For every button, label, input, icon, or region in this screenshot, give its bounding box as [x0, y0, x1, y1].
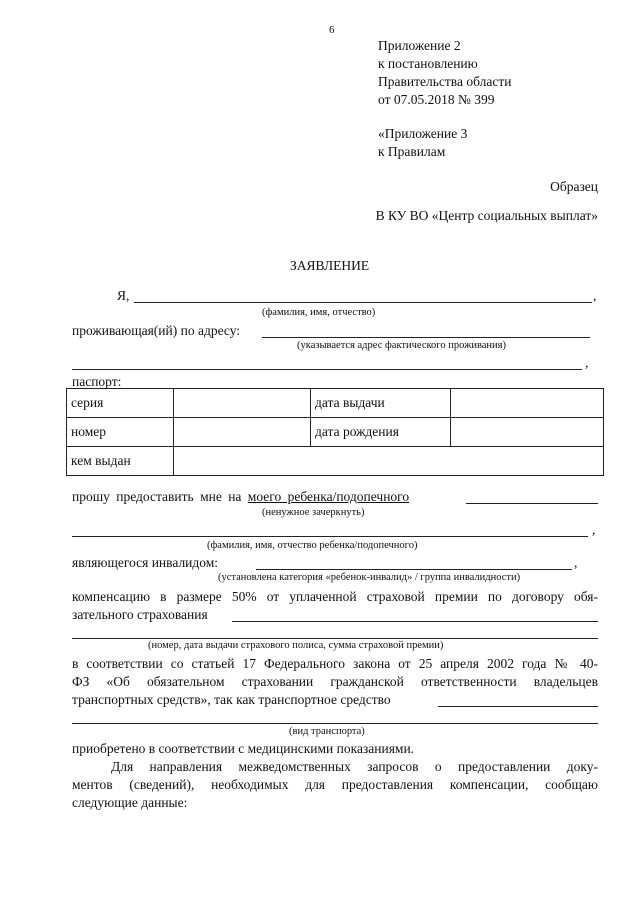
law-line: ФЗ «Об обязательном страховании гражданской ответственности владельцев: [72, 674, 598, 689]
comma: ,: [593, 288, 597, 303]
appendix-line: Правительства области: [378, 74, 512, 89]
birth-date-label: дата рождения: [311, 418, 451, 447]
vehicle-caption: (вид транспорта): [289, 726, 365, 737]
passport-label: паспорт:: [72, 374, 122, 389]
i-label: Я,: [117, 288, 130, 303]
disabled-label: являющегося инвалидом:: [72, 555, 219, 570]
address-field[interactable]: [262, 337, 590, 338]
table-row: [67, 389, 604, 418]
paragraph-line: Для направления межведомственных запросов о предоставлении доку-: [111, 759, 598, 774]
appendix-line: от 07.05.2018 № 399: [378, 92, 495, 107]
document-title: ЗАЯВЛЕНИЕ: [290, 258, 370, 273]
compensation-line: зательного страхования: [72, 607, 208, 622]
disabled-caption: (установлена категория «ребенок-инвалид» / группа инвалидности): [218, 572, 521, 583]
disabled-field[interactable]: [256, 569, 572, 570]
sample-label: Образец: [550, 179, 598, 194]
appendix-line: к Правилам: [378, 144, 446, 159]
appendix-line: к постановлению: [378, 56, 478, 71]
appendix-line: Приложение 2: [378, 38, 461, 53]
addressee: В КУ ВО «Центр социальных выплат»: [375, 208, 598, 223]
insurance-field[interactable]: [232, 621, 598, 622]
passport-table: [66, 388, 604, 476]
request-option: моего ребенка/подопечного: [247, 489, 410, 504]
page-number: 6: [329, 24, 335, 36]
acquired-text: приобретено в соответствии с медицинскими показаниями.: [72, 741, 415, 756]
comma: ,: [592, 522, 596, 537]
issue-date-field[interactable]: [451, 389, 604, 418]
request-label: прошу предоставить мне на: [72, 489, 242, 504]
appendix-line: «Приложение 3: [378, 126, 468, 141]
policy-caption: (номер, дата выдачи страхового полиса, сумма страховой премии): [148, 640, 444, 651]
request-field[interactable]: [466, 503, 598, 504]
strike-caption: (ненужное зачеркнуть): [262, 507, 365, 518]
vehicle-field[interactable]: [438, 706, 598, 707]
issued-by-field[interactable]: [174, 447, 604, 476]
vehicle-field-2[interactable]: [72, 723, 598, 724]
child-fio-field[interactable]: [72, 536, 588, 537]
insurance-field-2[interactable]: [72, 638, 598, 639]
fio-caption: (фамилия, имя, отчество): [262, 307, 376, 318]
number-field[interactable]: [174, 418, 311, 447]
fio-field[interactable]: [134, 302, 592, 303]
issue-date-label: дата выдачи: [311, 389, 451, 418]
birth-date-field[interactable]: [451, 418, 604, 447]
series-field[interactable]: [174, 389, 311, 418]
paragraph-line: ментов (сведений), необходимых для предоставления компенсации, сообщаю: [72, 777, 598, 792]
issued-by-label: кем выдан: [67, 447, 174, 476]
address-caption: (указывается адрес фактического проживания): [297, 340, 506, 351]
table-row: [67, 447, 604, 476]
table-row: [67, 418, 604, 447]
law-line: в соответствии со статьей 17 Федерального закона от 25 апреля 2002 года № 40-: [72, 656, 598, 671]
number-label: номер: [67, 418, 174, 447]
comma: ,: [574, 555, 578, 570]
request-text: [72, 489, 409, 505]
compensation-line: компенсацию в размере 50% от уплаченной страховой премии по договору обя-: [72, 589, 598, 604]
paragraph-line: следующие данные:: [72, 795, 188, 810]
law-line: транспортных средств», так как транспортное средство: [72, 692, 391, 707]
child-fio-caption: (фамилия, имя, отчество ребенка/подопечного): [207, 540, 418, 551]
comma: ,: [585, 355, 589, 370]
series-label: серия: [67, 389, 174, 418]
address-label: проживающая(ий) по адресу:: [72, 323, 241, 338]
address-field-2[interactable]: [72, 369, 582, 370]
